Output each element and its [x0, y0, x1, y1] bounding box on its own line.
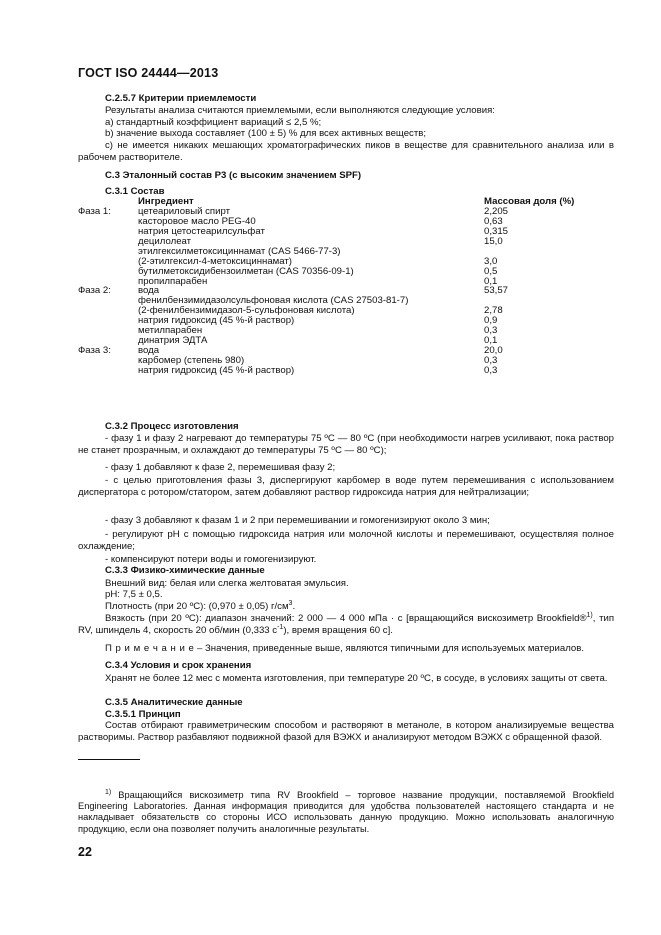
ingredient-name: натрия цетостеарилсульфат	[138, 225, 265, 237]
density-period: .	[292, 601, 296, 612]
viscosity-part-3: ), время вращения 60 с].	[283, 624, 393, 636]
process-step-1-text: - фазу 1 и фазу 2 нагревают до температуры 75 ºС — 80 ºС (при необходимости нагрев усиливают, пока раствор не станет прозрачным, и охлаждают до температуры 75 ºС — 80 ºС);	[78, 433, 614, 456]
note-text: – Значения, приведенные выше, являются типичными для используемых материалов.	[194, 643, 585, 654]
mass-fraction-value: 0,1	[484, 275, 498, 287]
column-header-ingredient: Ингредиент	[138, 196, 194, 207]
criterion-a: а) стандартный коэффициент вариаций ≤ 2,5 %;	[105, 117, 322, 128]
section-c35-title: C.3.5 Аналитические данные	[105, 697, 243, 708]
mass-fraction-value: 15,0	[484, 235, 503, 247]
ingredient-name: динатрия ЭДТА	[138, 335, 208, 347]
mass-fraction-value: 0,315	[484, 225, 509, 237]
storage-text	[78, 673, 614, 685]
criterion-c-text: с) не имеется никаких мешающих хроматографических пиков в веществе для сравнительного анализа или в рабочем растворителе.	[78, 140, 614, 163]
table-row	[78, 336, 618, 346]
page-number: 22	[78, 845, 92, 859]
mass-fraction-value: 0,3	[484, 325, 498, 337]
mass-fraction-value: 0,63	[484, 215, 503, 227]
ingredient-name: фенилбензимидазолсульфоновая кислота (CAS 27503-81-7)	[138, 295, 409, 307]
density-unit-superscript: 3	[288, 600, 293, 607]
ingredient-name: касторовое масло PEG-40	[138, 215, 256, 227]
footnote	[78, 790, 614, 835]
document-header: ГОСТ ISO 24444—2013	[78, 66, 219, 80]
section-c32-title: C.3.2 Процесс изготовления	[105, 421, 239, 432]
phase-label: Фаза 3:	[78, 345, 111, 357]
storage-text-body: Хранят не более 12 мес с момента изготовления, при температуре 20 ºС, в сосуде, в условиях защиты от света.	[105, 673, 608, 684]
ingredient-name: натрия гидроксид (45 %-й раствор)	[138, 364, 295, 376]
footnote-mark: 1)	[105, 789, 112, 796]
column-header-mass-fraction: Массовая доля (%)	[484, 196, 575, 207]
phase-label: Фаза 1:	[78, 205, 111, 217]
ingredient-name: (2-этилгексил-4-метоксициннамат)	[138, 255, 292, 267]
ingredient-name: этилгексилметоксициннамат (CAS 5466-77-3)	[138, 245, 341, 257]
process-step-6	[78, 554, 614, 566]
ingredient-name: вода	[138, 345, 160, 357]
viscosity-part-2: , тип RV, шпиндель 4, скорость 20 об/мин (0,333 с	[78, 613, 615, 636]
process-step-4-text: - фазу 3 добавляют к фазам 1 и 2 при перемешивании и гомогенизируют около 3 мин;	[105, 515, 490, 526]
section-c34-title: C.3.4 Условия и срок хранения	[105, 660, 252, 671]
process-step-1	[78, 433, 614, 456]
ingredient-name: пропилпарабен	[138, 275, 208, 287]
viscosity-unit-superscript: -1	[277, 623, 284, 631]
note	[105, 643, 584, 655]
ingredient-name: вода	[138, 285, 160, 297]
ingredient-name: цетеариловый спирт	[138, 205, 230, 217]
section-c33-title: C.3.3 Физико-химические данные	[105, 565, 265, 576]
process-step-6-text: - компенсируют потери воды и гомогенизируют.	[105, 554, 317, 565]
ingredient-name: (2-фенилбензимидазол-5-сульфоновая кислота)	[138, 305, 355, 317]
criterion-b: b) значение выхода составляет (100 ± 5) % для всех активных веществ;	[105, 128, 426, 139]
table-row	[78, 366, 618, 376]
table-body	[78, 207, 618, 376]
mass-fraction-value: 0,3	[484, 355, 498, 366]
mass-fraction-value: 0,3	[484, 364, 498, 376]
ingredient-name: децилолеат	[138, 235, 192, 247]
process-step-5	[78, 529, 614, 552]
process-step-2-text: - фазу 1 добавляют к фазе 2, перемешивая фазу 2;	[105, 462, 336, 473]
density-text	[105, 601, 295, 613]
ingredient-name: натрия гидроксид (45 %-й раствор)	[138, 315, 295, 327]
ingredient-name: бутилметоксидибензоилметан (CAS 70356-09-1)	[138, 265, 354, 277]
section-c31-title: C.3.1 Состав	[105, 186, 165, 197]
mass-fraction-value: 2,78	[484, 305, 503, 317]
principle-text-body: Состав отбирают гравиметрическим способом и растворяют в метаноле, в котором анализируемые вещества растворимы. Раствор разбавляют подвижной фазой для ВЭЖХ и анализируют методом ВЭЖХ с обращенной фазой.	[78, 720, 614, 743]
process-step-3-text: - с целью приготовления фазы 3, диспергируют карбомер в воде путем перемешивания с использованием диспергатора с ротором/статором, затем добавляют раствор гидроксида натрия для нейтрализации;	[78, 475, 614, 498]
section-c257-intro: Результаты анализа считаются приемлемыми, если выполняются следующие условия:	[105, 105, 495, 116]
composition-table	[78, 197, 618, 376]
mass-fraction-value: 0,5	[484, 265, 498, 277]
process-step-2	[78, 462, 614, 474]
mass-fraction-value: 0,9	[484, 315, 498, 327]
ingredient-name: метилпарабен	[138, 325, 203, 337]
section-c351-title: C.3.5.1 Принцип	[105, 709, 181, 720]
process-step-3	[78, 475, 614, 498]
viscosity-text	[78, 613, 614, 636]
mass-fraction-value: 0,1	[484, 335, 498, 347]
footnote-separator	[78, 759, 140, 760]
table-row	[78, 277, 618, 287]
process-step-4	[78, 515, 614, 527]
ingredient-name: карбомер (степень 980)	[138, 355, 245, 366]
principle-text	[78, 720, 614, 743]
ph-text: pH: 7,5 ± 0,5.	[105, 589, 163, 600]
viscosity-part-1: Вязкость (при 20 ºС): диапазон значений: 2 000 — 4 000 мПа · с [вращающийся вискозиметр Brookfield®	[105, 613, 587, 624]
mass-fraction-value: 2,205	[484, 205, 509, 217]
criterion-c	[78, 140, 614, 163]
phase-label: Фаза 2:	[78, 285, 111, 297]
footnote-reference[interactable]: 1)	[586, 612, 593, 619]
process-step-5-text: - регулируют pH с помощью гидроксида натрия или молочной кислоты и перемешивают, осуществляя полное охлаждение;	[78, 529, 614, 552]
table-row	[78, 267, 618, 277]
appearance-text: Внешний вид: белая или слегка желтоватая эмульсия.	[105, 578, 349, 589]
mass-fraction-value: 3,0	[484, 255, 498, 267]
footnote-text: Вращающийся вискозиметр типа RV Brookfield – торговое название продукции, поставляемой Brookfield Engineering Laboratories. Данная информация приводится для удобства пользователей настоящего стандарта и не накладывает обязательств со стороны ИСО использовать данную продукцию. Можно использовать аналогичную продукцию, если она позволяет получить аналогичные результаты.	[78, 790, 614, 834]
note-label: П р и м е ч а н и е	[105, 643, 195, 654]
mass-fraction-value: 20,0	[484, 345, 503, 357]
section-c257-title: C.2.5.7 Критерии приемлемости	[105, 93, 257, 104]
section-c3-title: C.3 Эталонный состав Р3 (с высоким значением SPF)	[105, 170, 362, 181]
density-value: Плотность (при 20 ºС): (0,970 ± 0,05) г/см	[105, 601, 289, 612]
mass-fraction-value: 53,57	[484, 285, 509, 297]
